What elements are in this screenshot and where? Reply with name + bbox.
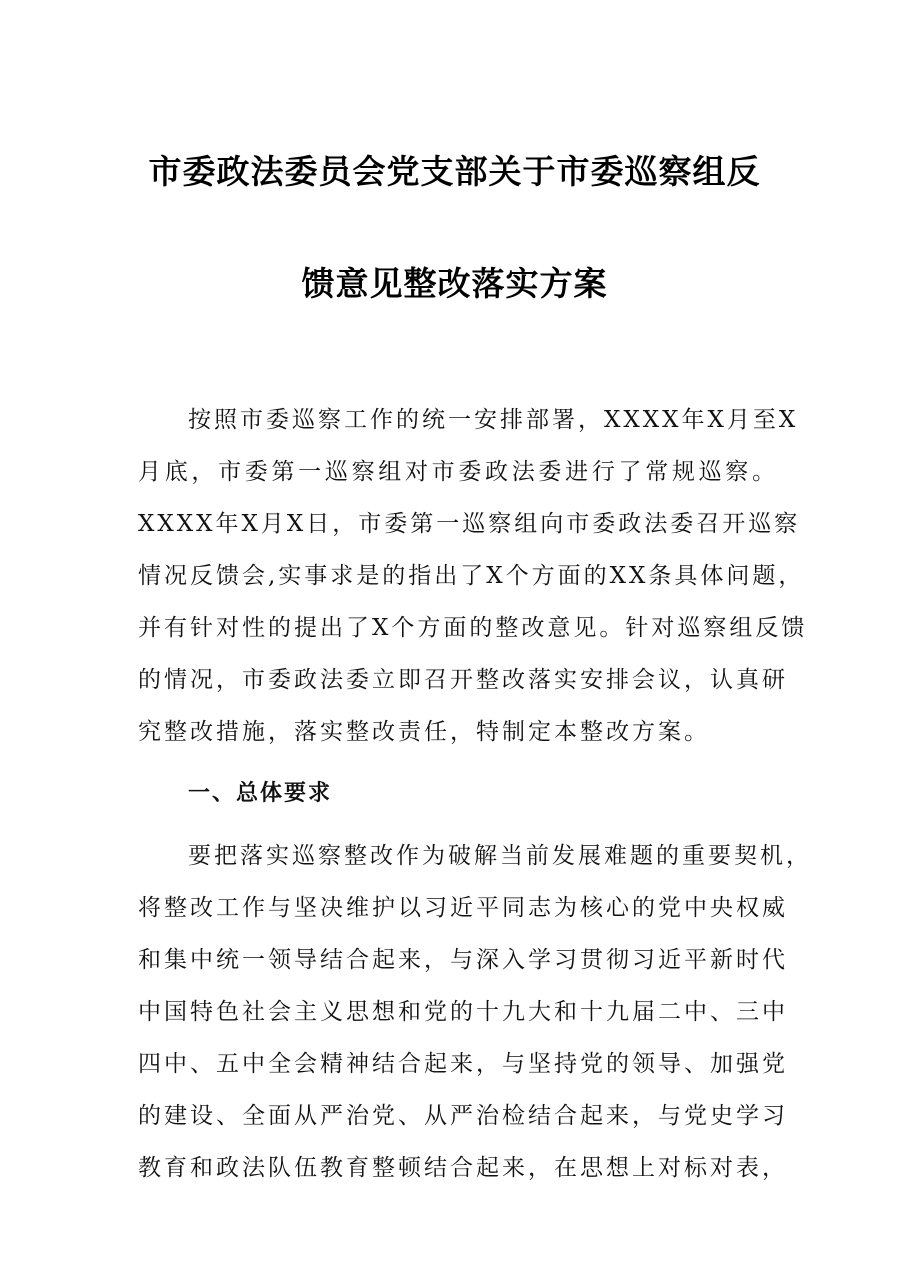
paragraph-requirements <box>138 830 812 1194</box>
paragraph-intro <box>138 394 808 758</box>
paragraph-line: 究整改措施，落实整改责任，特制定本整改方案。 <box>138 719 710 745</box>
paragraph-line: 按照市委巡察工作的统一安排部署，XXXX年X月至X <box>188 407 799 433</box>
paragraph-line: 情况反馈会,实事求是的指出了X个方面的XX条具体问题， <box>138 563 805 589</box>
paragraph-line: 要把落实巡察整改作为破解当前发展难题的重要契机， <box>188 843 812 869</box>
paragraph-line: 教育和政法队伍教育整顿结合起来，在思想上对标对表， <box>138 1155 788 1181</box>
paragraph-line: 月底，市委第一巡察组对市委政法委进行了常规巡察。 <box>138 459 778 485</box>
paragraph-line: 并有针对性的提出了X个方面的整改意见。针对巡察组反馈 <box>138 615 808 641</box>
document-title-line-2: 馈意见整改落实方案 <box>301 264 608 303</box>
section-heading: 一、总体要求 <box>188 781 333 806</box>
paragraph-line: 的建设、全面从严治党、从严治检结合起来，与党史学习 <box>138 1103 788 1129</box>
document-body <box>138 394 812 1194</box>
paragraph-line: 将整改工作与坚决维护以习近平同志为核心的党中央权威 <box>138 895 788 921</box>
paragraph-line: 中国特色社会主义思想和党的十九大和十九届二中、三中 <box>138 999 788 1025</box>
document-title-line-1: 市委政法委员会党支部关于市委巡察组反 <box>148 152 761 191</box>
paragraph-line: 四中、五中全会精神结合起来，与坚持党的领导、加强党 <box>138 1051 788 1077</box>
paragraph-line: XXXX年X月X日，市委第一巡察组向市委政法委召开巡察 <box>138 511 801 537</box>
paragraph-line: 和集中统一领导结合起来，与深入学习贯彻习近平新时代 <box>138 947 788 973</box>
paragraph-line: 的情况，市委政法委立即召开整改落实安排会议，认真研 <box>138 667 788 693</box>
